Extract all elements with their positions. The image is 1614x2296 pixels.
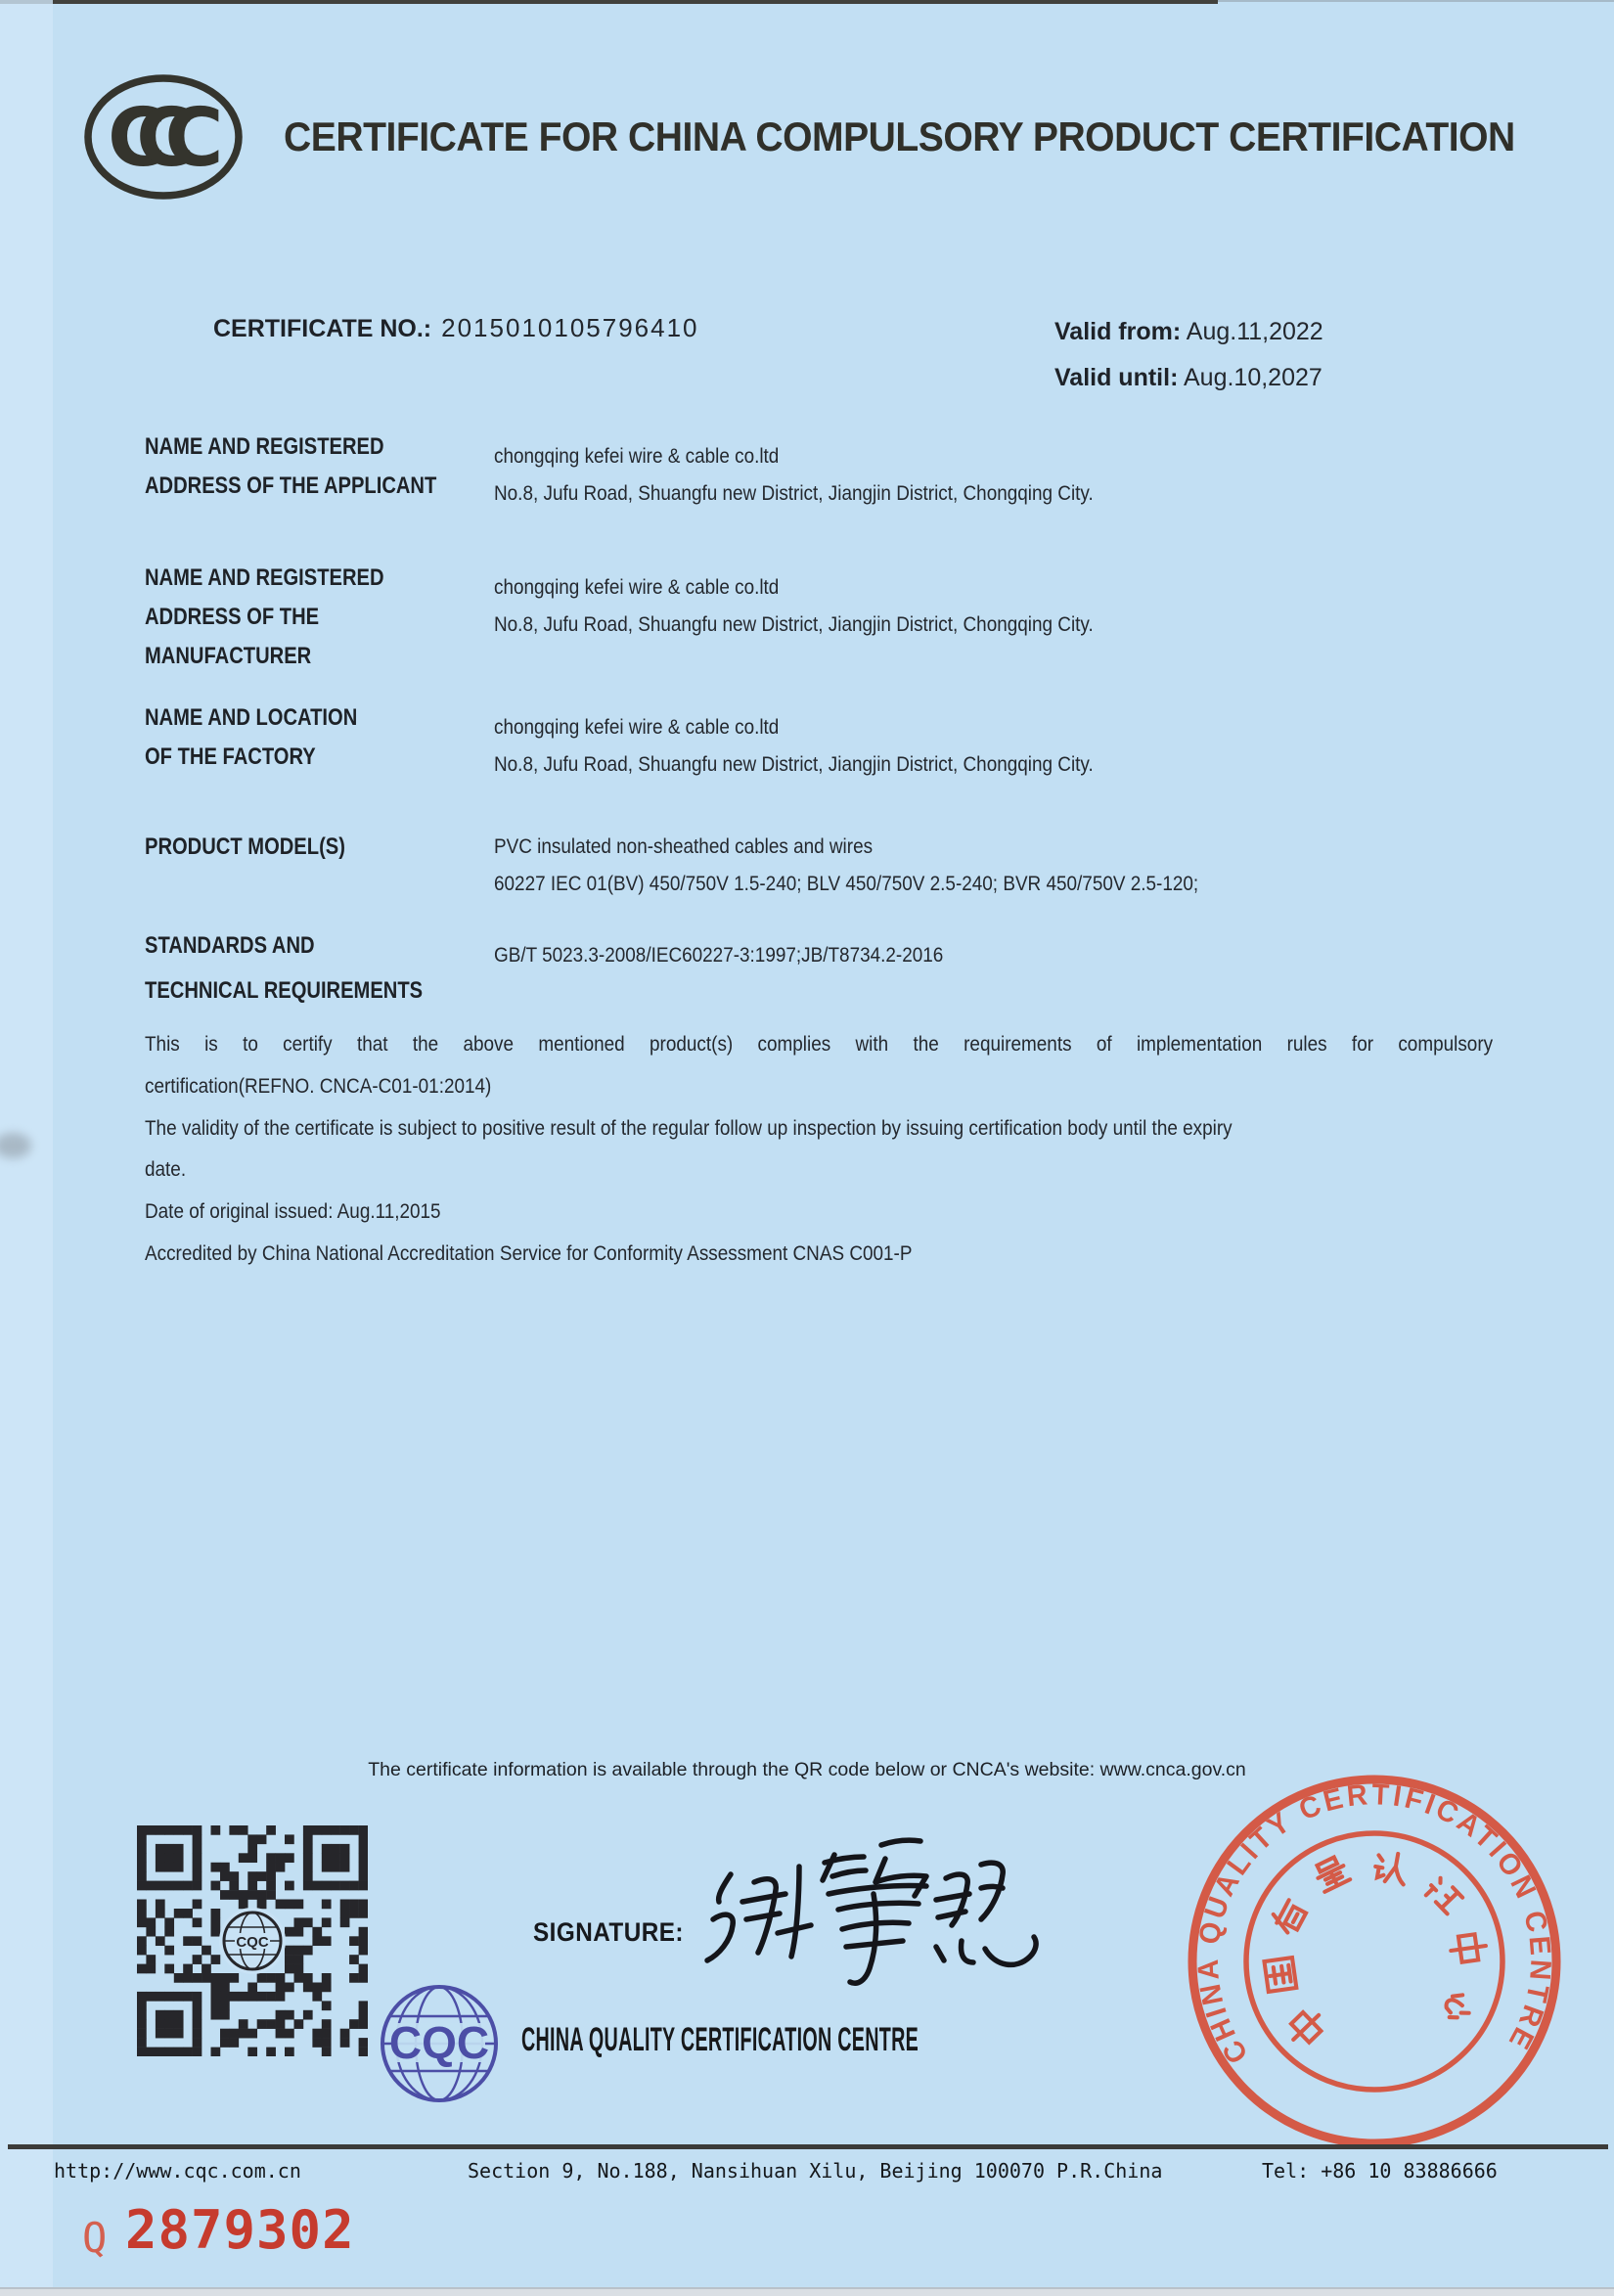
product-models-line1: PVC insulated non-sheathed cables and wires (494, 834, 874, 858)
applicant-label-line2: ADDRESS OF THE APPLICANT (145, 473, 437, 499)
stamp-ring-text: CHINA QUALITY CERTIFICATION CENTRE (1191, 1778, 1557, 2069)
svg-text:CHINA QUALITY CERTIFICATION CE (1192, 1778, 1557, 2069)
valid-from-label: Valid from: (1054, 318, 1182, 345)
applicant-address: No.8, Jufu Road, Shuangfu new District, Jiangjin District, Chongqing City. (494, 481, 1094, 505)
statement-line1: This is to certify that the above mentioned product(s) complies with the requirements of implementation rules for compulsory (145, 1032, 1494, 1056)
ccc-mark-icon (80, 70, 247, 203)
factory-name: chongqing kefei wire & cable co.ltd (494, 715, 780, 739)
standards-label-line2: TECHNICAL REQUIREMENTS (145, 977, 424, 1004)
cqc-logo-letters: CQC (388, 2017, 490, 2068)
footer-tel: Tel: +86 10 83886666 (1262, 2159, 1498, 2183)
standards-label (145, 923, 423, 1013)
valid-until-row (1054, 355, 1323, 401)
manufacturer-address: No.8, Jufu Road, Shuangfu new District, Jiangjin District, Chongqing City. (494, 612, 1094, 636)
standards-value-line: GB/T 5023.3-2008/IEC60227-3:1997;JB/T8734.2-2016 (494, 943, 944, 967)
applicant-label (145, 428, 436, 506)
certificate-number-label: CERTIFICATE NO.: (213, 315, 432, 342)
statement-line4: date. (145, 1157, 187, 1182)
factory-address: No.8, Jufu Road, Shuangfu new District, Jiangjin District, Chongqing City. (494, 752, 1094, 776)
factory-label (145, 698, 357, 777)
footer-website: http://www.cqc.com.cn (54, 2159, 301, 2183)
signature-label: SIGNATURE: (533, 1917, 684, 1947)
statement-line2: certification(REFNO. CNCA-C01-01:2014) (145, 1073, 492, 1098)
manufacturer-label (145, 559, 384, 676)
footer-divider (8, 2144, 1608, 2149)
qr-code (137, 1825, 368, 2056)
product-models-label (145, 828, 345, 867)
scan-edge-top (0, 0, 1218, 4)
applicant-name: chongqing kefei wire & cable co.ltd (494, 444, 780, 468)
standards-label-line1: STANDARDS AND (145, 932, 315, 959)
product-models-value (494, 828, 1198, 902)
valid-until-value: Aug.10,2027 (1183, 364, 1323, 391)
svg-text:CQC: CQC (236, 1934, 269, 1951)
scan-edge-bottom (0, 2287, 1614, 2296)
valid-from-row (1054, 309, 1323, 355)
valid-until-label: Valid until: (1054, 364, 1179, 391)
validity-block (1054, 309, 1323, 401)
manufacturer-label-line2: ADDRESS OF THE (145, 604, 320, 630)
issuer-name: CHINA QUALITY CERTIFICATION CENTRE (521, 2021, 919, 2058)
applicant-value (494, 437, 1094, 512)
qr-notice: The certificate information is available through the QR code below or CNCA's website: www.cnca.gov.cn (368, 1759, 1246, 1780)
factory-value (494, 708, 1094, 783)
product-models-label-line: PRODUCT MODEL(S) (145, 833, 345, 860)
stamp-chinese-text (1264, 1850, 1487, 2048)
certificate-number-row (213, 313, 699, 343)
product-models-line2: 60227 IEC 01(BV) 450/750V 1.5-240; BLV 450/750V 2.5-240; BVR 450/750V 2.5-120; (494, 872, 1199, 895)
manufacturer-name: chongqing kefei wire & cable co.ltd (494, 575, 780, 599)
statement-line3: The validity of the certificate is subject to positive result of the regular follow up inspection by issuing certification body until the expiry (145, 1115, 1233, 1140)
certificate-number-value: 2015010105796410 (441, 313, 699, 342)
statement-line5: Date of original issued: Aug.11,2015 (145, 1199, 441, 1224)
cqc-red-stamp (1177, 1764, 1572, 2159)
footer-address: Section 9, No.188, Nansihuan Xilu, Beijing 100070 P.R.China (468, 2159, 1163, 2183)
manufacturer-label-line3: MANUFACTURER (145, 643, 312, 669)
valid-from-value: Aug.11,2022 (1186, 318, 1323, 345)
certification-statements (145, 1023, 1493, 1275)
serial-number: 2879302 (125, 2199, 355, 2261)
manufacturer-label-line1: NAME AND REGISTERED (145, 564, 384, 591)
factory-label-line1: NAME AND LOCATION (145, 704, 358, 731)
cqc-globe-logo (378, 1982, 501, 2105)
manufacturer-value (494, 568, 1094, 643)
factory-label-line2: OF THE FACTORY (145, 743, 316, 770)
signature-handwriting (680, 1831, 1042, 1998)
standards-value (494, 936, 943, 973)
applicant-label-line1: NAME AND REGISTERED (145, 433, 384, 460)
svg-text:CCC: CCC (108, 92, 194, 185)
statement-line6: Accredited by China National Accreditation Service for Conformity Assessment CNAS C001-P (145, 1240, 913, 1265)
serial-prefix: Q (82, 2214, 108, 2262)
page-title: CERTIFICATE FOR CHINA COMPULSORY PRODUCT CERTIFICATION (284, 113, 1515, 159)
